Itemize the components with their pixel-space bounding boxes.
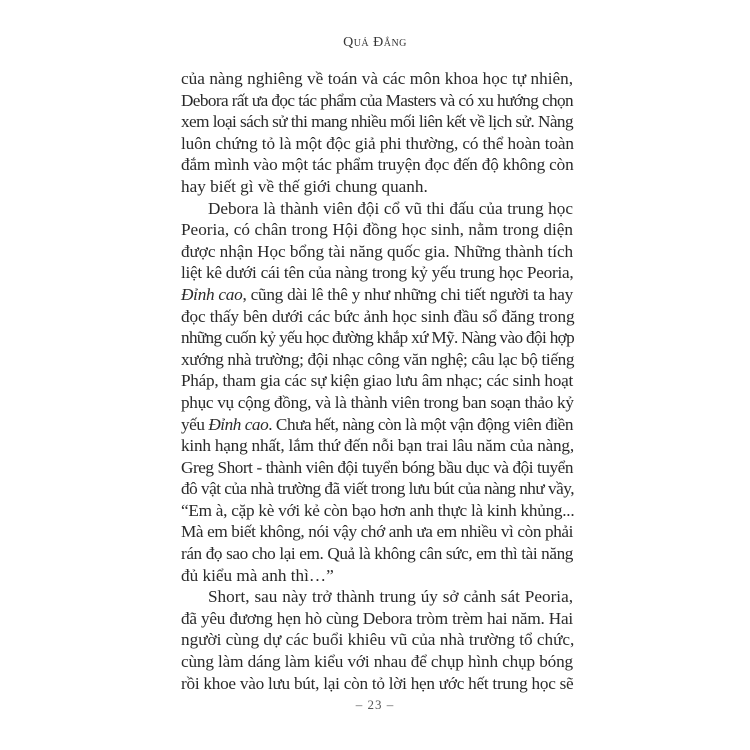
text-line: Peoria, có chân trong Hội đồng học sinh, nằm trong diện: [181, 220, 573, 240]
italic-title: Đỉnh cao: [208, 414, 269, 434]
text-line: phục vụ cộng đồng, và là thành viên trong ban soạn thảo kỷ: [181, 392, 574, 412]
text-line: đủ kiểu mà anh thì…”: [181, 565, 334, 585]
text-line: Greg Short - thành viên đội tuyển bóng bầu dục và đội tuyển: [181, 457, 573, 477]
text-line: “Em à, cặp kè với kẻ còn bạo hơn anh thực là kinh khủng...: [181, 500, 575, 520]
text-line: Short, sau này trở thành trung úy sở cảnh sát Peoria,: [208, 587, 573, 607]
text-line: những cuốn kỷ yếu học đường khắp xứ Mỹ. Nàng vào đội hợp: [181, 328, 575, 348]
text-line: [181, 414, 573, 436]
body-text: [181, 68, 573, 694]
text-line: Mà em biết không, nói vậy chớ anh ưa em nhiều vì còn phải: [181, 522, 573, 542]
text-line: đô vật của nhà trường đã viết trong lưu bút của nàng như vầy,: [181, 479, 574, 499]
text-line: xem loại sách sử thi mang nhiều mối liên kết về lịch sử. Nàng: [181, 112, 573, 132]
italic-title: Đỉnh cao: [181, 284, 243, 304]
text-segment: , cũng dài lê thê y như những chi tiết người ta hay: [242, 284, 573, 304]
text-line: xướng nhà trường; đội nhạc công văn nghệ; câu lạc bộ tiếng: [181, 349, 575, 369]
text-line: Debora là thành viên đội cổ vũ thi đấu của trung học: [208, 198, 573, 218]
text-line: hay biết gì về thế giới chung quanh.: [181, 176, 428, 196]
text-line: Pháp, tham gia các sự kiện giao lưu âm nhạc; các sinh hoạt: [181, 371, 573, 391]
text-line: rán đọ sao cho lại em. Quả là không cân sức, em thì tài năng: [181, 544, 573, 564]
paragraph: [181, 198, 573, 587]
text-segment: . Chưa hết, nàng còn là một vận động viên điền: [268, 414, 573, 434]
text-line: luôn chứng tỏ là một độc giả phi thường, có thể hoàn toàn: [181, 133, 574, 153]
text-line: của nàng nghiêng về toán và các môn khoa học tự nhiên,: [181, 69, 573, 88]
text-line: đắm mình vào một tác phẩm truyện đọc đến độ không còn: [181, 155, 574, 175]
text-line: rồi khoe vào lưu bút, lại còn tỏ lời hẹn ước hết trung học sẽ: [181, 673, 574, 693]
text-line: Debora rất ưa đọc tác phẩm của Masters và có xu hướng chọn: [181, 90, 573, 110]
text-line: đọc thấy bên dưới các bức ảnh học sinh đầu sổ đăng trong: [181, 306, 575, 326]
text-segment: yếu: [181, 414, 209, 434]
text-line: cùng làm dáng làm kiểu với nhau để chụp hình chụp bóng: [181, 652, 573, 672]
text-line: [181, 284, 573, 306]
paragraph: [181, 586, 573, 694]
text-line: liệt kê dưới cái tên của nàng trong kỷ yếu trung học Peoria,: [181, 263, 574, 283]
paragraph: [181, 68, 573, 198]
text-line: được nhận Học bổng tài năng quốc gia. Những thành tích: [181, 241, 574, 261]
text-line: kinh hạng nhất, lắm thứ đến nỗi bạn trai lâu năm của nàng,: [181, 436, 574, 456]
page-number: – 23 –: [355, 697, 395, 712]
running-header: Quả Đắng: [343, 35, 407, 50]
text-line: đã yêu đương hẹn hò cùng Debora tròm trèm hai năm. Hai: [181, 608, 573, 628]
text-line: người cùng dự các buổi khiêu vũ của nhà trường tổ chức,: [181, 630, 575, 650]
